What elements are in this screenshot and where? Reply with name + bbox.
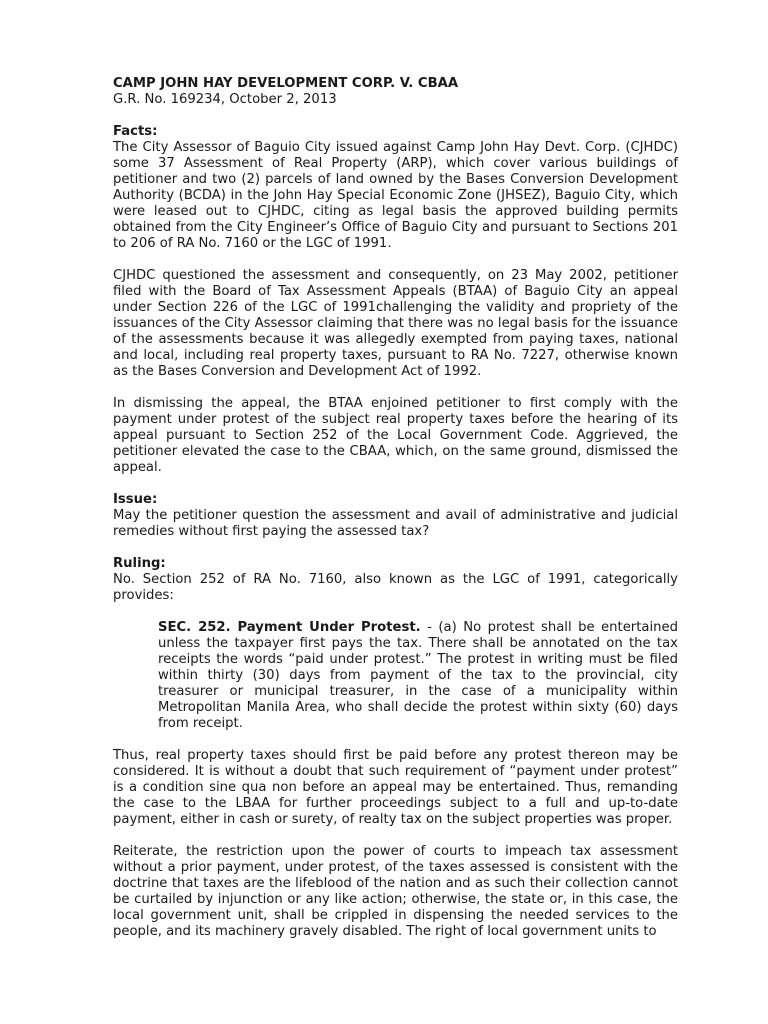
facts-paragraph-2: CJHDC questioned the assessment and consequently, on 23 May 2002, petitioner filed with the Board of Tax Assessment Appeals (BTAA) of Baguio City an appeal under Section 226 of the LGC of 1991challenging the validity and propriety of the issuances of the City Assessor claiming that there was no legal basis for the issuance of the assessments because it was allegedly exempted from paying taxes, national and local, including real property taxes, pursuant to RA No. 7227, otherwise known as the Bases Conversion and Development Act of 1992. <box>113 268 678 379</box>
statute-section-title: SEC. 252. Payment Under Protest. <box>158 620 421 635</box>
facts-paragraph-3: In dismissing the appeal, the BTAA enjoined petitioner to first comply with the payment under protest of the subject real property taxes before the hearing of its appeal pursuant to Section 252 of the Local Government Code. Aggrieved, the petitioner elevated the case to the CBAA, which, on the same ground, dismissed the appeal. <box>113 396 678 475</box>
ruling-paragraph-2: Reiterate, the restriction upon the power of courts to impeach tax assessment without a prior payment, under protest, of the taxes assessed is consistent with the doctrine that taxes are the lifeblood of the nation and as such their collection cannot be curtailed by injunction or any like action; otherwise, the state or, in this case, the local government unit, shall be crippled in dispensing the needed services to the people, and its machinery gravely disabled. The right of local government units to <box>113 844 678 939</box>
statute-quote <box>158 620 678 732</box>
case-citation: G.R. No. 169234, October 2, 2013 <box>113 92 337 107</box>
ruling-heading: Ruling: <box>113 556 166 571</box>
document-page <box>113 76 678 940</box>
issue-text: May the petitioner question the assessment and avail of administrative and judicial remedies without first paying the assessed tax? <box>113 508 678 539</box>
issue-heading: Issue: <box>113 492 158 507</box>
statute-section-text: - (a) No protest shall be entertained unless the taxpayer first pays the tax. There shall be annotated on the tax receipts the words “paid under protest.” The protest in writing must be filed within thirty (30) days from payment of the tax to the provincial, city treasurer or municipal treasurer, in the case of a municipality within Metropolitan Manila Area, who shall decide the protest within sixty (60) days from receipt. <box>158 620 678 731</box>
case-title: CAMP JOHN HAY DEVELOPMENT CORP. V. CBAA <box>113 76 459 91</box>
facts-heading: Facts: <box>113 124 158 139</box>
facts-paragraph-1: The City Assessor of Baguio City issued against Camp John Hay Devt. Corp. (CJHDC) some 37 Assessment of Real Property (ARP), which cover various buildings of petitioner and two (2) parcels of land owned by the Bases Conversion Development Authority (BCDA) in the John Hay Special Economic Zone (JHSEZ), Baguio City, which were leased out to CJHDC, citing as legal basis the approved building permits obtained from the City Engineer’s Office of Baguio City and pursuant to Sections 201 to 206 of RA No. 7160 or the LGC of 1991. <box>113 140 678 251</box>
ruling-paragraph-1: Thus, real property taxes should first be paid before any protest thereon may be considered. It is without a doubt that such requirement of “payment under protest” is a condition sine qua non before an appeal may be entertained. Thus, remanding the case to the LBAA for further proceedings subject to a full and up-to-date payment, either in cash or surety, of realty tax on the subject properties was proper. <box>113 748 678 827</box>
ruling-intro: No. Section 252 of RA No. 7160, also known as the LGC of 1991, categorically provides: <box>113 572 678 603</box>
